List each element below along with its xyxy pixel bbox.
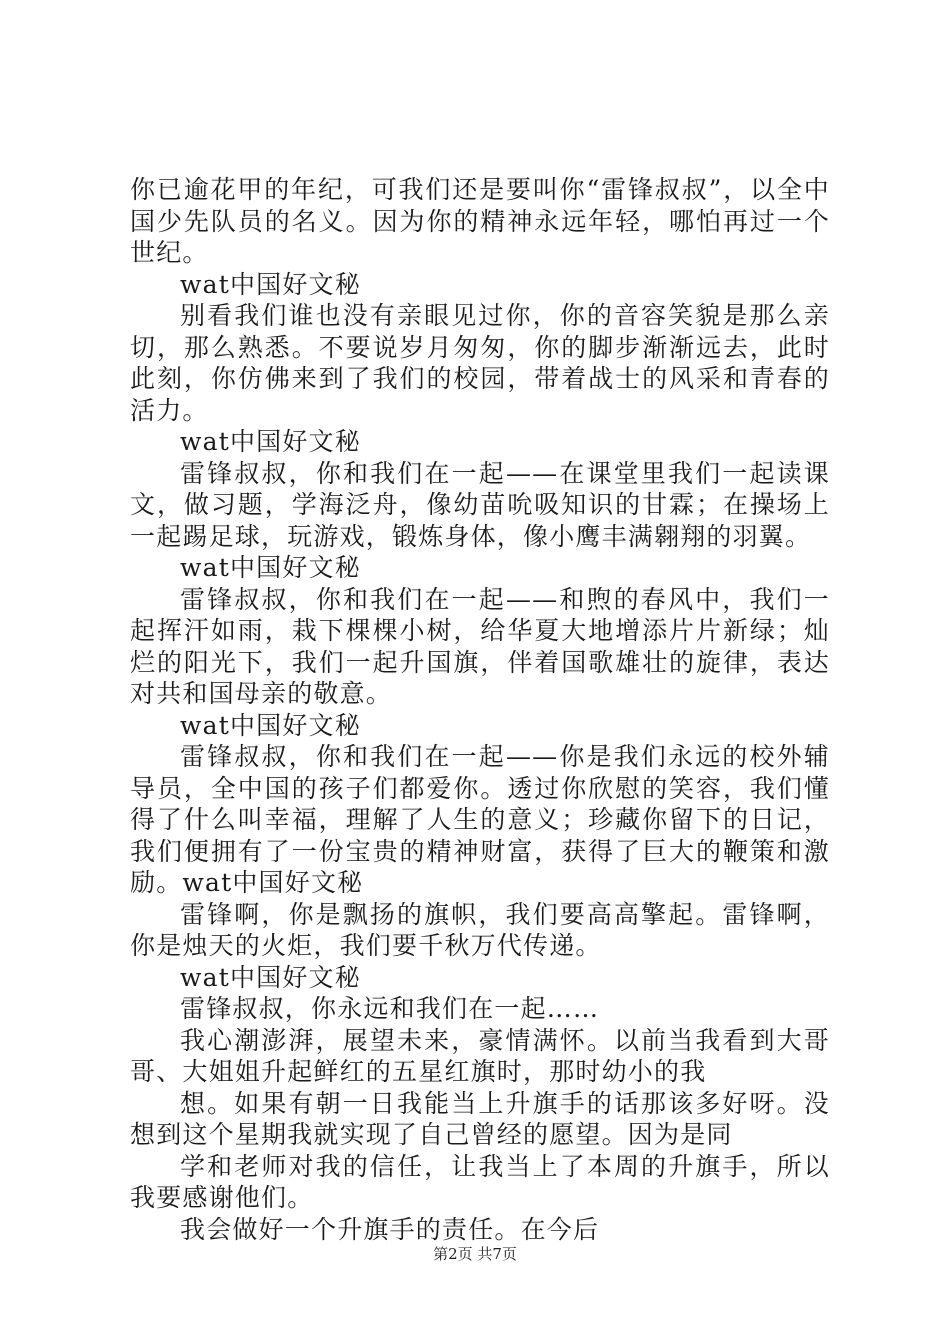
- paragraph: 别看我们谁也没有亲眼见过你，你的音容笑貌是那么亲切，那么熟悉。不要说岁月匆匆，你的脚步渐渐远去，此时此刻，你仿佛来到了我们的校园，带着战士的风采和青春的活力。: [130, 301, 830, 425]
- paragraph: 我会做好一个升旗手的责任。在今后: [180, 1214, 600, 1244]
- paragraph: wat中国好文秘: [180, 710, 361, 740]
- paragraph: 雷锋啊，你是飘扬的旗帜，我们要高高擎起。雷锋啊，你是烛天的火炬，我们要千秋万代传递。: [130, 899, 830, 960]
- paragraph: 雷锋叔叔，你和我们在一起——在课堂里我们一起读课文，做习题，学海泛舟，像幼苗吮吸知识的甘霖；在操场上一起踢足球，玩游戏，锻炼身体，像小鹰丰满翱翔的羽翼。: [130, 458, 830, 551]
- paragraph: wat中国好文秘: [180, 962, 361, 992]
- paragraph: 雷锋叔叔，你和我们在一起——你是我们永远的校外辅导员，全中国的孩子们都爱你。透过你欣慰的笑容，我们懂得了什么叫幸福，理解了人生的意义；珍藏你留下的日记，我们便拥有了一份宝贵的精神财富，获得了巨大的鞭策和激励。wat中国好文秘: [130, 742, 830, 897]
- document-body: [130, 174, 830, 1245]
- page-number-footer: 第2页 共7页: [433, 1245, 517, 1263]
- paragraph: 雷锋叔叔，你和我们在一起——和煦的春风中，我们一起挥汗如雨，栽下棵棵小树，给华夏大地增添片片新绿；灿烂的阳光下，我们一起升国旗，伴着国歌雄壮的旋律，表达对共和国母亲的敬意。: [130, 584, 830, 708]
- paragraph: wat中国好文秘: [180, 553, 361, 582]
- paragraph: 你已逾花甲的年纪，可我们还是要叫你“雷锋叔叔”，以全中国少先队员的名义。因为你的精神永远年轻，哪怕再过一个世纪。: [130, 175, 830, 267]
- paragraph: 雷锋叔叔，你永远和我们在一起……: [180, 994, 600, 1023]
- paragraph: 学和老师对我的信任，让我当上了本周的升旗手，所以我要感谢他们。: [130, 1151, 830, 1212]
- paragraph: 我心潮澎湃，展望未来，豪情满怀。以前当我看到大哥哥、大姐姐升起鲜红的五星红旗时，那时幼小的我: [130, 1025, 830, 1086]
- paragraph: wat中国好文秘: [180, 427, 361, 456]
- paragraph: 想。如果有朝一日我能当上升旗手的话那该多好呀。没想到这个星期我就实现了自己曾经的愿望。因为是同: [130, 1088, 830, 1149]
- paragraph: wat中国好文秘: [180, 269, 361, 299]
